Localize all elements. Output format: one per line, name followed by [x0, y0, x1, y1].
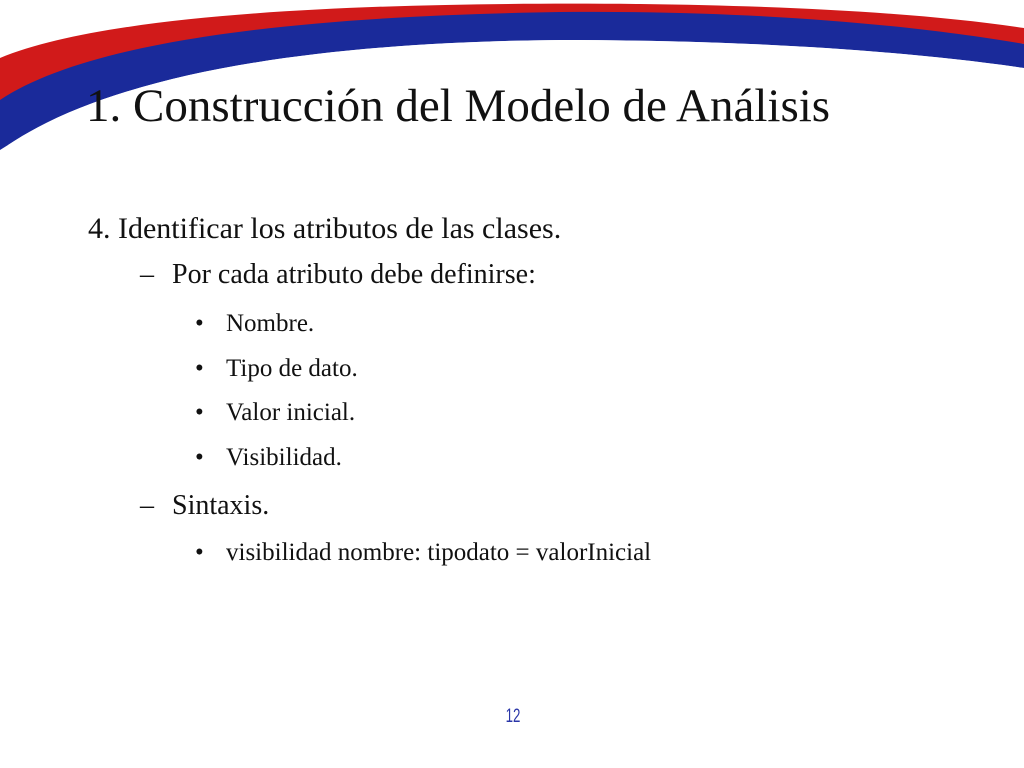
sub-item-text: Sintaxis.	[172, 490, 270, 521]
bullet-item	[195, 355, 358, 383]
bullet-text: visibilidad nombre: tipodato = valorInicial	[226, 539, 652, 566]
bullet-text: Valor inicial.	[226, 399, 356, 426]
sub-item-syntax	[140, 490, 269, 522]
bullet-marker: •	[195, 444, 204, 471]
bullet-text: Nombre.	[226, 310, 315, 337]
point-text: Identificar los atributos de las clases.	[118, 212, 562, 245]
page-number: 12	[505, 706, 521, 727]
bullet-item	[195, 310, 314, 338]
bullet-item	[195, 539, 651, 567]
bullet-item	[195, 399, 355, 427]
bullet-marker: •	[195, 539, 204, 566]
dash-marker: –	[140, 490, 154, 521]
sub-item-text: Por cada atributo debe definirse:	[172, 259, 536, 290]
slide-title: 1. Construcción del Modelo de Análisis	[86, 80, 831, 132]
bullet-text: Visibilidad.	[226, 444, 342, 471]
point-number: 4.	[88, 212, 111, 245]
point-4	[88, 212, 561, 246]
bullet-item	[195, 444, 342, 472]
bullet-marker: •	[195, 310, 204, 337]
bullet-marker: •	[195, 399, 204, 426]
dash-marker: –	[140, 259, 154, 290]
bullet-marker: •	[195, 355, 204, 382]
sub-item-attributes	[140, 259, 536, 291]
bullet-text: Tipo de dato.	[226, 355, 358, 382]
